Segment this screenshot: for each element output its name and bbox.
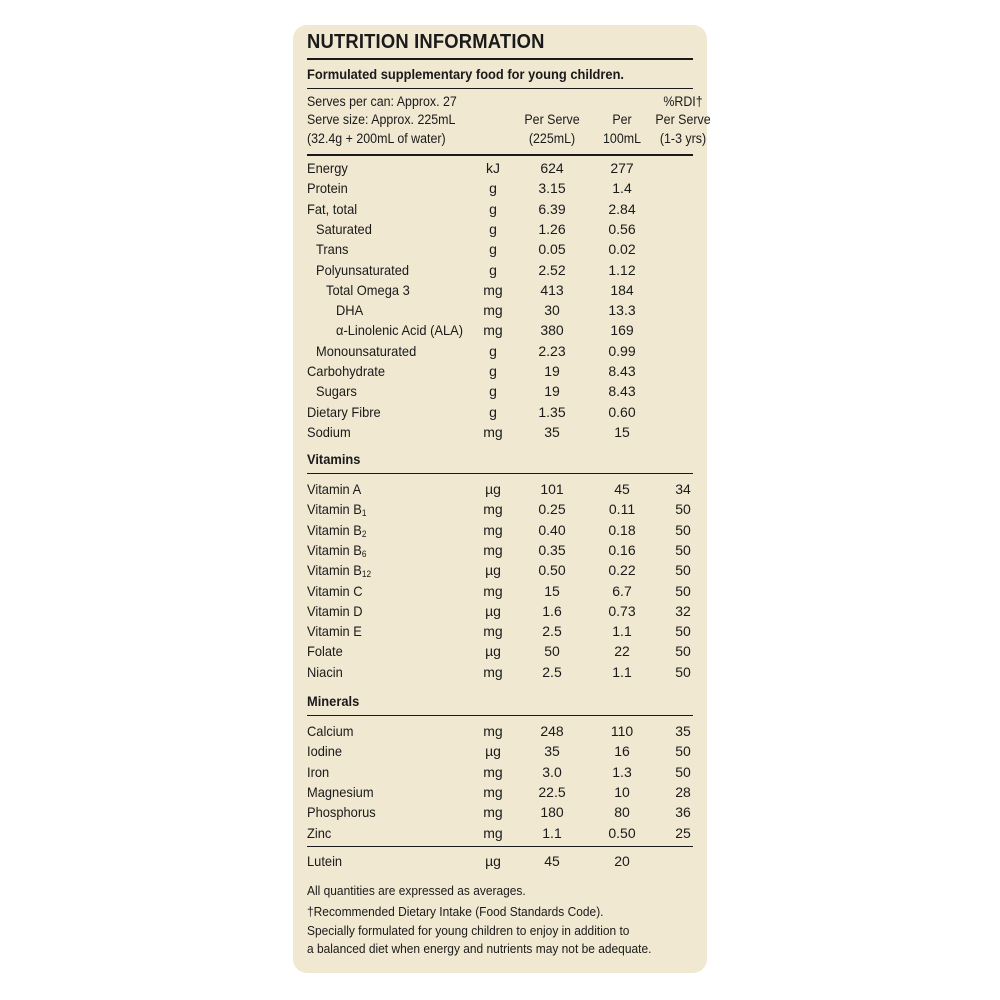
- nutrient-per-serve: 6.39: [538, 200, 566, 217]
- nutrient-per-100ml: 2.84: [608, 200, 636, 217]
- nutrient-per-serve: 3.0: [542, 763, 562, 780]
- nutrient-per-serve: 2.23: [538, 342, 566, 359]
- serve-size: Serve size: Approx. 225mL: [307, 112, 456, 127]
- nutrient-unit: mg: [483, 541, 503, 558]
- nutrient-unit: g: [489, 241, 497, 258]
- nutrient-subscript: 6: [361, 548, 367, 559]
- minerals-heading: Minerals: [307, 693, 360, 709]
- rdi-per-serve: Per Serve: [655, 112, 711, 127]
- nutrient-row: [307, 260, 693, 280]
- vitamins-rule: [307, 473, 693, 474]
- nutrient-rdi: 50: [675, 562, 691, 579]
- nutrient-per-serve: 624: [540, 160, 564, 176]
- nutrient-unit: µg: [485, 602, 501, 619]
- nutrient-rdi: 50: [675, 623, 691, 640]
- panel-title: NUTRITION INFORMATION: [307, 31, 545, 53]
- nutrient-unit: g: [489, 220, 497, 237]
- nutrient-per-serve: 0.35: [538, 541, 566, 558]
- nutrient-subscript: 1: [361, 508, 367, 519]
- nutrition-panel: [293, 25, 711, 973]
- nutrient-name: Trans: [316, 241, 349, 258]
- subtitle-rule: [307, 88, 693, 89]
- nutrient-per-100ml: 1.12: [608, 261, 636, 278]
- nutrient-per-serve: 1.35: [538, 403, 566, 420]
- nutrient-row: [307, 581, 693, 601]
- nutrient-per-serve: 2.5: [542, 663, 562, 680]
- nutrient-row: [307, 300, 693, 320]
- nutrient-rdi: 50: [675, 643, 691, 660]
- nutrient-name: Niacin: [307, 663, 343, 680]
- nutrient-rdi: 50: [675, 521, 691, 538]
- nutrient-unit: µg: [485, 853, 501, 869]
- nutrient-row: [307, 479, 693, 499]
- nutrient-per-serve: 3.15: [538, 180, 566, 197]
- nutrient-row: [307, 280, 693, 300]
- footnote-special-2: a balanced diet when energy and nutrients may not be adequate.: [307, 941, 652, 956]
- nutrient-per-100ml: 8.43: [608, 383, 636, 400]
- nutrient-per-100ml: 1.3: [612, 763, 632, 780]
- nutrient-name: Magnesium: [307, 783, 374, 800]
- nutrient-per-100ml: 1.1: [612, 663, 632, 680]
- nutrient-per-serve: 248: [540, 723, 564, 739]
- nutrient-row: [307, 741, 693, 761]
- nutrient-per-100ml: 20: [614, 853, 630, 869]
- nutrient-per-serve: 35: [544, 743, 560, 760]
- nutrient-subscript: 12: [361, 569, 372, 580]
- nutrient-per-serve: 2.52: [538, 261, 566, 278]
- lutein-row: [307, 851, 693, 871]
- nutrient-name: Calcium: [307, 723, 354, 739]
- nutrient-per-serve: 30: [544, 302, 560, 319]
- nutrient-row: [307, 361, 693, 381]
- nutrient-row: [307, 662, 693, 682]
- nutrient-per-serve: 0.25: [538, 501, 566, 518]
- vitamins-heading: Vitamins: [307, 451, 361, 467]
- nutrient-unit: g: [489, 200, 497, 217]
- nutrient-per-serve: 35: [544, 423, 560, 440]
- nutrient-name: Iodine: [307, 743, 343, 760]
- nutrient-row: [307, 320, 693, 340]
- nutrient-name: Dietary Fibre: [307, 403, 381, 420]
- nutrient-per-100ml: 169: [610, 322, 634, 339]
- nutrient-unit: g: [489, 363, 497, 379]
- rdi-age-range: (1-3 yrs): [659, 131, 707, 146]
- nutrient-row: [307, 721, 693, 741]
- nutrient-name: Saturated: [316, 220, 372, 237]
- nutrient-unit: mg: [483, 804, 503, 821]
- nutrient-per-100ml: 1.1: [612, 623, 632, 640]
- nutrient-per-serve: 45: [544, 853, 560, 869]
- lutein-rule: [307, 846, 693, 847]
- per-serve-header: Per Serve: [524, 112, 580, 127]
- nutrient-subscript: 2: [361, 528, 367, 539]
- nutrient-rdi: 35: [675, 723, 691, 739]
- nutrient-per-serve: 1.26: [538, 220, 566, 237]
- nutrient-name: Vitamin E: [307, 623, 362, 640]
- nutrient-per-100ml: 0.18: [608, 521, 636, 538]
- nutrient-rdi: 50: [675, 743, 691, 760]
- nutrient-rdi: 50: [675, 763, 691, 780]
- nutrient-per-100ml: 15: [614, 423, 630, 440]
- nutrient-row: [307, 601, 693, 621]
- nutrient-unit: mg: [483, 582, 503, 599]
- nutrient-per-100ml: 13.3: [608, 302, 636, 319]
- nutrient-per-100ml: 0.56: [608, 220, 636, 237]
- nutrient-rdi: 50: [675, 582, 691, 599]
- nutrient-per-100ml: 6.7: [612, 582, 632, 599]
- footnote-averages: All quantities are expressed as averages.: [307, 883, 526, 898]
- nutrient-name: Vitamin $B_{12}$: [307, 562, 372, 580]
- nutrient-name: Zinc: [307, 824, 332, 841]
- nutrient-name: Polyunsaturated: [316, 261, 410, 278]
- nutrient-rdi: 25: [675, 824, 691, 841]
- nutrient-row: [307, 560, 693, 580]
- nutrient-per-100ml: 0.02: [608, 241, 636, 258]
- nutrient-row: [307, 239, 693, 259]
- nutrient-row: [307, 199, 693, 219]
- nutrient-name: Protein: [307, 180, 348, 197]
- nutrient-name: Energy: [307, 160, 348, 176]
- nutrient-row: [307, 782, 693, 802]
- nutrient-row: [307, 499, 693, 519]
- nutrient-per-100ml: 0.50: [608, 824, 636, 841]
- nutrient-name: Phosphorus: [307, 804, 376, 821]
- nutrient-unit: µg: [485, 743, 501, 760]
- serve-make-up: (32.4g + 200mL of water): [307, 131, 446, 146]
- nutrient-unit: g: [489, 342, 497, 359]
- nutrient-unit: mg: [483, 322, 503, 339]
- nutrient-per-100ml: 8.43: [608, 363, 636, 379]
- nutrient-per-100ml: 184: [610, 281, 634, 298]
- nutrient-rdi: 36: [675, 804, 691, 821]
- nutrient-name: Vitamin A: [307, 481, 362, 497]
- nutrient-name: Fat, total: [307, 200, 358, 217]
- nutrient-row: [307, 762, 693, 782]
- nutrient-unit: mg: [483, 663, 503, 680]
- minerals-rule: [307, 715, 693, 716]
- nutrient-unit: mg: [483, 281, 503, 298]
- nutrient-unit: g: [489, 383, 497, 400]
- nutrient-per-100ml: 0.73: [608, 602, 636, 619]
- nutrient-per-100ml: 0.22: [608, 562, 636, 579]
- nutrient-name: Lutein: [307, 853, 343, 869]
- nutrient-per-100ml: 10: [614, 783, 630, 800]
- nutrient-per-serve: 0.50: [538, 562, 566, 579]
- nutrient-rdi: 50: [675, 501, 691, 518]
- nutrient-row: [307, 219, 693, 239]
- nutrient-name: Iron: [307, 763, 330, 780]
- nutrient-unit: µg: [485, 643, 501, 660]
- nutrient-unit: mg: [483, 783, 503, 800]
- nutrient-unit: g: [489, 180, 497, 197]
- nutrient-row: [307, 422, 693, 442]
- nutrient-per-serve: 413: [540, 281, 564, 298]
- rdi-header: %RDI†: [663, 94, 703, 109]
- nutrient-unit: mg: [483, 302, 503, 319]
- nutrient-name: α-Linolenic Acid (ALA): [336, 322, 464, 339]
- nutrient-row: [307, 402, 693, 422]
- nutrient-per-serve: 101: [540, 481, 564, 497]
- nutrient-name: Vitamin D: [307, 602, 363, 619]
- nutrient-rdi: 50: [675, 541, 691, 558]
- nutrient-name: Folate: [307, 643, 343, 660]
- nutrient-unit: kJ: [486, 160, 500, 176]
- nutrient-unit: µg: [485, 562, 501, 579]
- nutrient-per-100ml: 0.60: [608, 403, 636, 420]
- nutrient-per-100ml: 110: [610, 723, 634, 739]
- nutrient-unit: g: [489, 403, 497, 420]
- nutrient-per-100ml: 1.4: [612, 180, 632, 197]
- nutrient-name: Sodium: [307, 423, 351, 440]
- nutrient-row: [307, 520, 693, 540]
- nutrient-row: [307, 802, 693, 822]
- header-rule: [307, 154, 693, 156]
- nutrient-per-serve: 2.5: [542, 623, 562, 640]
- nutrient-name: Vitamin $B_6$: [307, 541, 367, 559]
- nutrient-per-serve: 380: [540, 322, 564, 339]
- footnote-special-1: Specially formulated for young children to enjoy in addition to: [307, 923, 630, 938]
- nutrient-per-100ml: 277: [610, 160, 634, 176]
- nutrient-per-serve: 50: [544, 643, 560, 660]
- nutrient-name: Carbohydrate: [307, 363, 386, 379]
- nutrient-rdi: 34: [675, 481, 691, 497]
- nutrient-unit: mg: [483, 423, 503, 440]
- nutrient-unit: µg: [485, 481, 501, 497]
- nutrient-per-serve: 15: [544, 582, 560, 599]
- per-100-header: Per: [612, 112, 632, 127]
- serves-per-can: Serves per can: Approx. 27: [307, 94, 457, 109]
- nutrient-per-100ml: 0.11: [608, 501, 636, 518]
- nutrient-per-serve: 1.6: [542, 602, 562, 619]
- nutrient-rdi: 50: [675, 663, 691, 680]
- nutrient-name: Sugars: [316, 383, 357, 400]
- nutrient-row: [307, 540, 693, 560]
- per-serve-amount: (225mL): [528, 131, 576, 146]
- nutrient-per-serve: 19: [544, 383, 560, 400]
- nutrient-name: Vitamin $B_2$: [307, 521, 367, 539]
- nutrient-row: [307, 341, 693, 361]
- nutrient-row: [307, 641, 693, 661]
- nutrient-unit: mg: [483, 501, 503, 518]
- nutrient-unit: mg: [483, 623, 503, 640]
- nutrient-per-serve: 19: [544, 363, 560, 379]
- nutrient-per-100ml: 80: [614, 804, 630, 821]
- panel-subtitle: Formulated supplementary food for young children.: [307, 66, 625, 82]
- nutrient-row: [307, 178, 693, 198]
- per-100-amount: 100mL: [603, 131, 641, 146]
- nutrient-name: Vitamin C: [307, 582, 363, 599]
- nutrient-per-serve: 1.1: [542, 824, 562, 841]
- footnote-rdi: †Recommended Dietary Intake (Food Standards Code).: [307, 904, 604, 919]
- nutrient-row: [307, 823, 693, 843]
- nutrient-unit: g: [489, 261, 497, 278]
- nutrient-name: Monounsaturated: [316, 342, 417, 359]
- nutrient-per-serve: 22.5: [538, 783, 566, 800]
- nutrient-row: [307, 158, 693, 178]
- nutrient-per-serve: 0.05: [538, 241, 566, 258]
- nutrient-per-100ml: 0.16: [608, 541, 636, 558]
- nutrient-per-100ml: 45: [614, 481, 630, 497]
- nutrient-unit: mg: [483, 763, 503, 780]
- nutrient-per-serve: 180: [540, 804, 564, 821]
- nutrient-per-serve: 0.40: [538, 521, 566, 538]
- nutrient-unit: mg: [483, 824, 503, 841]
- nutrient-unit: mg: [483, 723, 503, 739]
- title-rule: [307, 58, 693, 60]
- nutrient-rdi: 32: [675, 602, 691, 619]
- nutrient-name: Total Omega 3: [326, 281, 410, 298]
- nutrient-rdi: 28: [675, 783, 691, 800]
- nutrient-per-100ml: 22: [614, 643, 630, 660]
- nutrient-per-100ml: 16: [614, 743, 630, 760]
- nutrient-per-100ml: 0.99: [608, 342, 636, 359]
- nutrient-name: Vitamin $B_1$: [307, 501, 367, 519]
- nutrient-unit: mg: [483, 521, 503, 538]
- nutrient-row: [307, 381, 693, 401]
- nutrient-name: DHA: [336, 302, 364, 319]
- nutrient-row: [307, 621, 693, 641]
